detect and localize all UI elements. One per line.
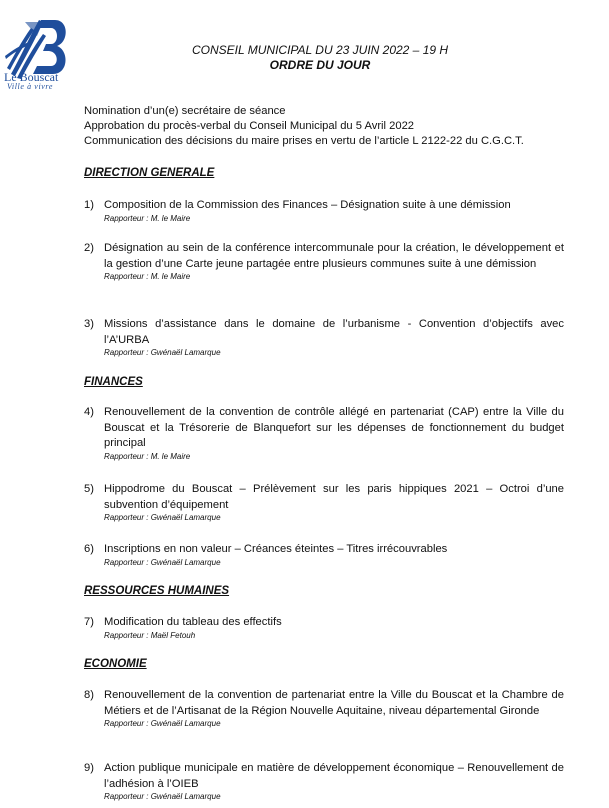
agenda-item: [84, 405, 564, 462]
agenda-item: [84, 542, 564, 568]
meeting-title: CONSEIL MUNICIPAL DU 23 JUIN 2022 – 19 H: [191, 43, 449, 57]
item-number: 4): [84, 406, 94, 418]
item-number: 1): [84, 199, 94, 211]
agenda-item: [84, 241, 564, 282]
item-number: 2): [84, 242, 94, 254]
item-rapporteur: Rapporteur : M. le Maire: [104, 213, 191, 223]
item-number: 9): [84, 762, 94, 774]
item-number: 3): [84, 318, 94, 330]
item-rapporteur: Rapporteur : Gwénaël Lamarque: [104, 513, 221, 522]
item-text: Modification du tableau des effectifs: [104, 616, 282, 628]
agenda-item: [84, 761, 564, 802]
logo-tagline: Ville à vivre: [7, 82, 54, 91]
item-rapporteur: Rapporteur : M. le Maire: [104, 272, 191, 281]
document-header: [170, 43, 470, 73]
item-number: 7): [84, 616, 94, 628]
section-heading-finances: FINANCES: [84, 376, 143, 388]
agenda-item: [84, 482, 564, 523]
agenda-item: [84, 198, 564, 224]
section-heading-economie: ECONOMIE: [84, 658, 147, 670]
item-text: Missions d’assistance dans le domaine de l’urbanisme - Convention d’objectifs avec l’A’URBA: [104, 318, 564, 346]
item-number: 5): [84, 483, 94, 495]
item-rapporteur: Rapporteur : Gwénaël Lamarque: [104, 557, 221, 567]
intro-line: Nomination d’un(e) secrétaire de séance: [84, 105, 286, 117]
section-heading-ressources-humaines: RESSOURCES HUMAINES: [84, 585, 230, 597]
item-rapporteur: Rapporteur : Maël Fetouh: [104, 630, 196, 640]
agenda-title: ORDRE DU JOUR: [269, 58, 371, 72]
item-rapporteur: Rapporteur : Gwénaël Lamarque: [104, 348, 221, 357]
item-rapporteur: Rapporteur : M. le Maire: [104, 451, 191, 461]
item-rapporteur: Rapporteur : Gwénaël Lamarque: [104, 792, 221, 801]
item-number: 8): [84, 689, 94, 701]
item-text: Inscriptions en non valeur – Créances éteintes – Titres irrécouvrables: [104, 543, 448, 555]
item-text: Hippodrome du Bouscat – Prélèvement sur les paris hippiques 2021 – Octroi d’une subvention d’équipement: [104, 483, 564, 511]
item-text: Renouvellement de la convention de contrôle allégé en partenariat (CAP) entre la Ville du Bouscat et la Trésorerie de Blanquefort sur les dépenses de fonctionnement du budget principal: [104, 406, 564, 449]
agenda-item: [84, 615, 564, 641]
agenda-item: [84, 317, 564, 358]
section-heading-direction-generale: DIRECTION GENERALE: [84, 167, 215, 179]
intro-list: [84, 104, 524, 149]
item-text: Action publique municipale en matière de développement économique – Renouvellement de l’adhésion à l’OIEB: [104, 762, 564, 790]
logo-name: Le Bouscat: [4, 70, 59, 84]
intro-line: Communication des décisions du maire prises en vertu de l’article L 2122-22 du C.G.C.T.: [84, 135, 524, 147]
agenda-item: [84, 688, 564, 729]
item-text: Renouvellement de la convention de partenariat entre la Ville du Bouscat et la Chambre de Métiers et de l’Artisanat de la Région Nouvelle Aquitaine, niveau départemental Gironde: [104, 689, 564, 717]
item-number: 6): [84, 543, 94, 555]
intro-line: Approbation du procès-verbal du Conseil Municipal du 5 Avril 2022: [84, 120, 415, 132]
item-text: Composition de la Commission des Finances – Désignation suite à une démission: [104, 199, 511, 211]
item-rapporteur: Rapporteur : Gwénaël Lamarque: [104, 719, 221, 728]
item-text: Désignation au sein de la conférence intercommunale pour la création, le développement et la gestion d’une Carte jeune partagée entre plusieurs communes suite à une démission: [104, 242, 564, 270]
